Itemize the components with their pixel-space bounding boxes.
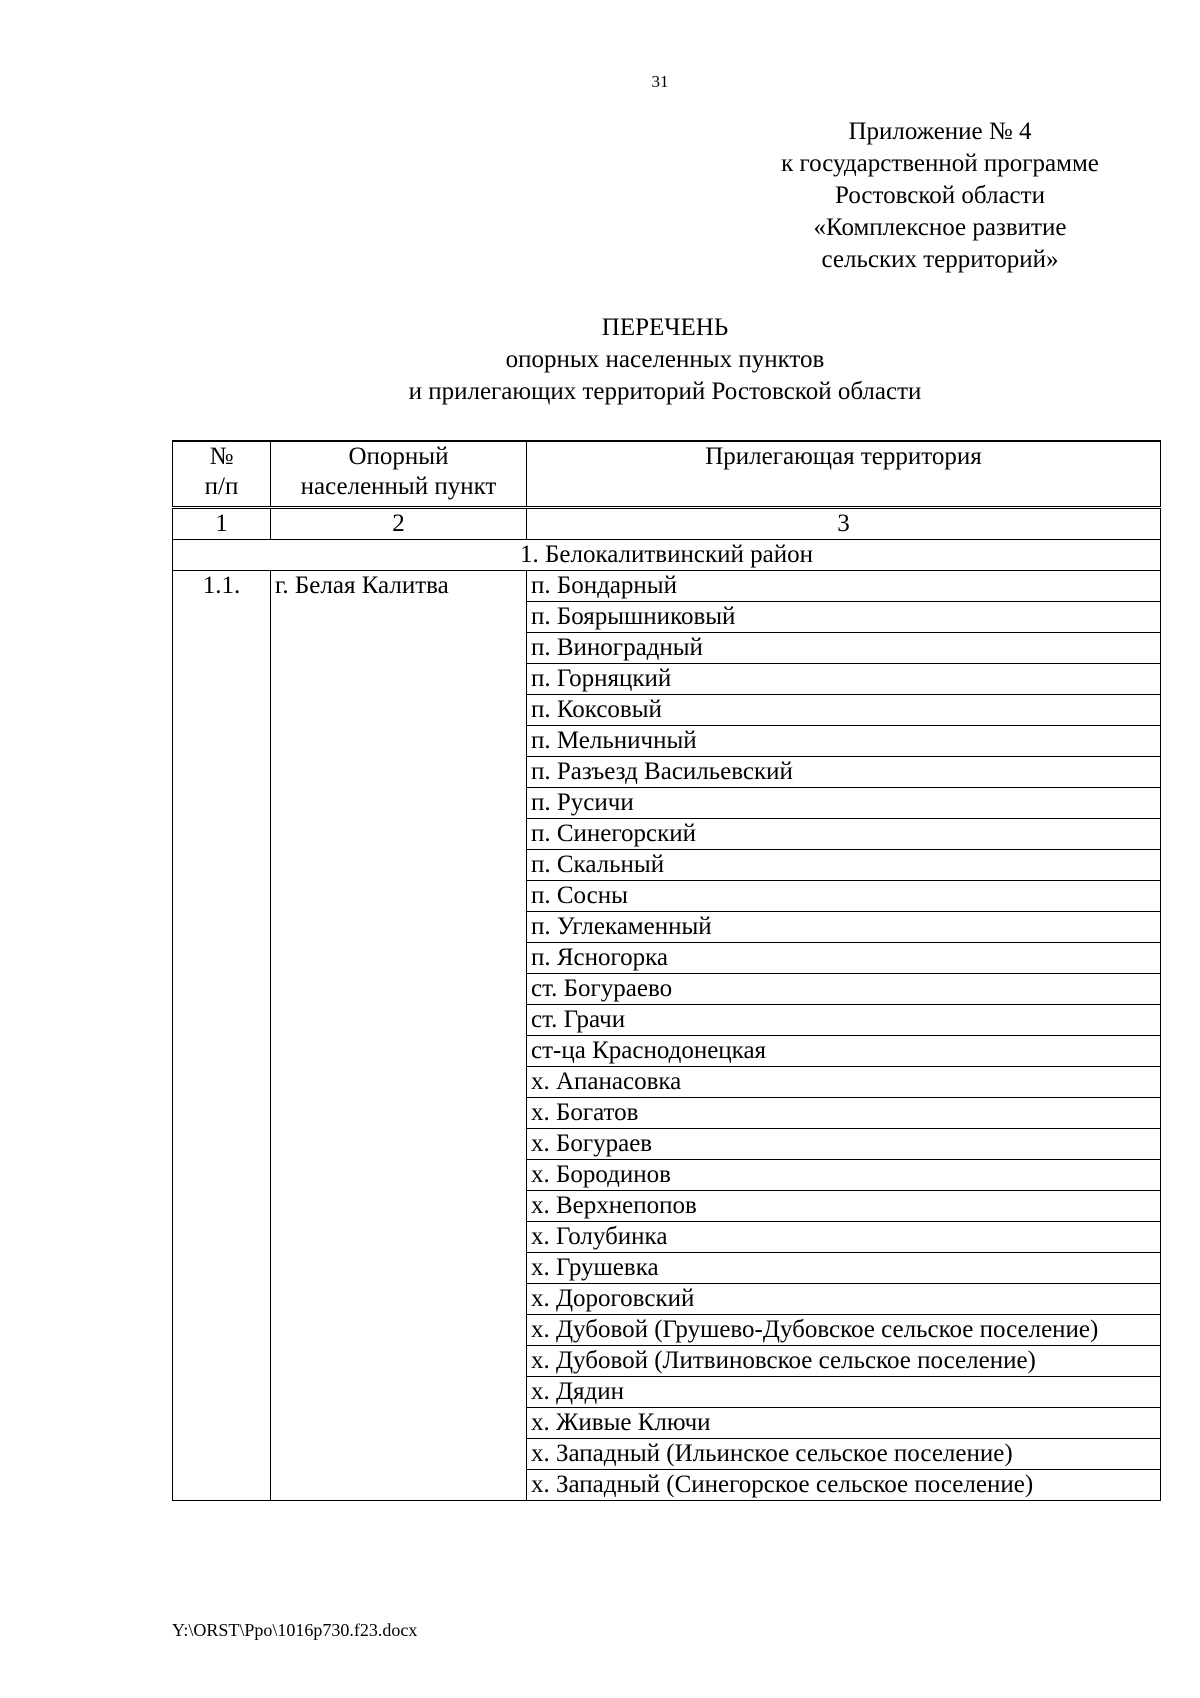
territory-cell: х. Богатов [527, 1098, 1161, 1129]
appendix-line: «Комплексное развитие [813, 214, 1067, 241]
entry-number: 1.1. [173, 571, 271, 1501]
territory-cell: п. Сосны [527, 881, 1161, 912]
territory-cell: х. Бородинов [527, 1160, 1161, 1191]
title-line: ПЕРЕЧЕНЬ [601, 314, 729, 341]
territory-cell: ст-ца Краснодонецкая [527, 1036, 1161, 1067]
territory-cell: х. Западный (Синегорское сельское поселение) [527, 1470, 1161, 1501]
document-title [172, 312, 1158, 408]
territory-cell: х. Дубовой (Грушево-Дубовское сельское поселение) [527, 1315, 1161, 1346]
file-path-footer: Y:\ORST\Ppo\1016p730.f23.docx [172, 1620, 418, 1640]
territory-cell: п. Скальный [527, 850, 1161, 881]
territory-cell: х. Богураев [527, 1129, 1161, 1160]
appendix-line: сельских территорий» [821, 246, 1059, 273]
territory-cell: п. Мельничный [527, 726, 1161, 757]
district-row [173, 540, 1161, 571]
territory-cell: п. Коксовый [527, 695, 1161, 726]
table-row [173, 571, 1161, 602]
territory-cell: х. Дядин [527, 1377, 1161, 1408]
territory-cell: п. Боярышниковый [527, 602, 1161, 633]
entry-center: г. Белая Калитва [271, 571, 527, 1501]
territory-cell: х. Западный (Ильинское сельское поселение) [527, 1439, 1161, 1470]
column-numbers-row [173, 508, 1161, 540]
table-header-row [173, 441, 1161, 508]
territory-cell: х. Грушевка [527, 1253, 1161, 1284]
title-line: опорных населенных пунктов [505, 346, 825, 373]
territory-cell: п. Виноградный [527, 633, 1161, 664]
page-number: 31 [651, 72, 669, 91]
entry-body [173, 571, 1161, 1501]
territory-cell: п. Синегорский [527, 819, 1161, 850]
appendix-line: к государственной программе [781, 150, 1099, 177]
header-number: № п/п [173, 441, 271, 508]
header-territory: Прилегающая территория [527, 441, 1161, 508]
territory-cell: п. Разъезд Васильевский [527, 757, 1161, 788]
header-center: Опорный населенный пункт [271, 441, 527, 508]
column-number: 2 [271, 508, 527, 540]
territory-cell: х. Живые Ключи [527, 1408, 1161, 1439]
territory-cell: п. Горняцкий [527, 664, 1161, 695]
territory-cell: х. Верхнепопов [527, 1191, 1161, 1222]
appendix-block [740, 116, 1140, 276]
title-line: и прилегающих территорий Ростовской области [408, 378, 922, 405]
territory-cell: х. Дубовой (Литвиновское сельское поселение) [527, 1346, 1161, 1377]
territory-cell: х. Дороговский [527, 1284, 1161, 1315]
territory-cell: х. Апанасовка [527, 1067, 1161, 1098]
column-number: 1 [173, 508, 271, 540]
territory-cell: п. Русичи [527, 788, 1161, 819]
territory-cell: п. Углекаменный [527, 912, 1161, 943]
territory-cell: ст. Богураево [527, 974, 1161, 1005]
territory-cell: п. Бондарный [527, 571, 1161, 602]
appendix-line: Ростовской области [835, 182, 1045, 209]
settlements-table [172, 440, 1161, 1501]
territory-cell: ст. Грачи [527, 1005, 1161, 1036]
column-number: 3 [527, 508, 1161, 540]
district-name: 1. Белокалитвинский район [173, 540, 1161, 571]
territory-cell: х. Голубинка [527, 1222, 1161, 1253]
appendix-line: Приложение № 4 [848, 118, 1032, 145]
territory-cell: п. Ясногорка [527, 943, 1161, 974]
